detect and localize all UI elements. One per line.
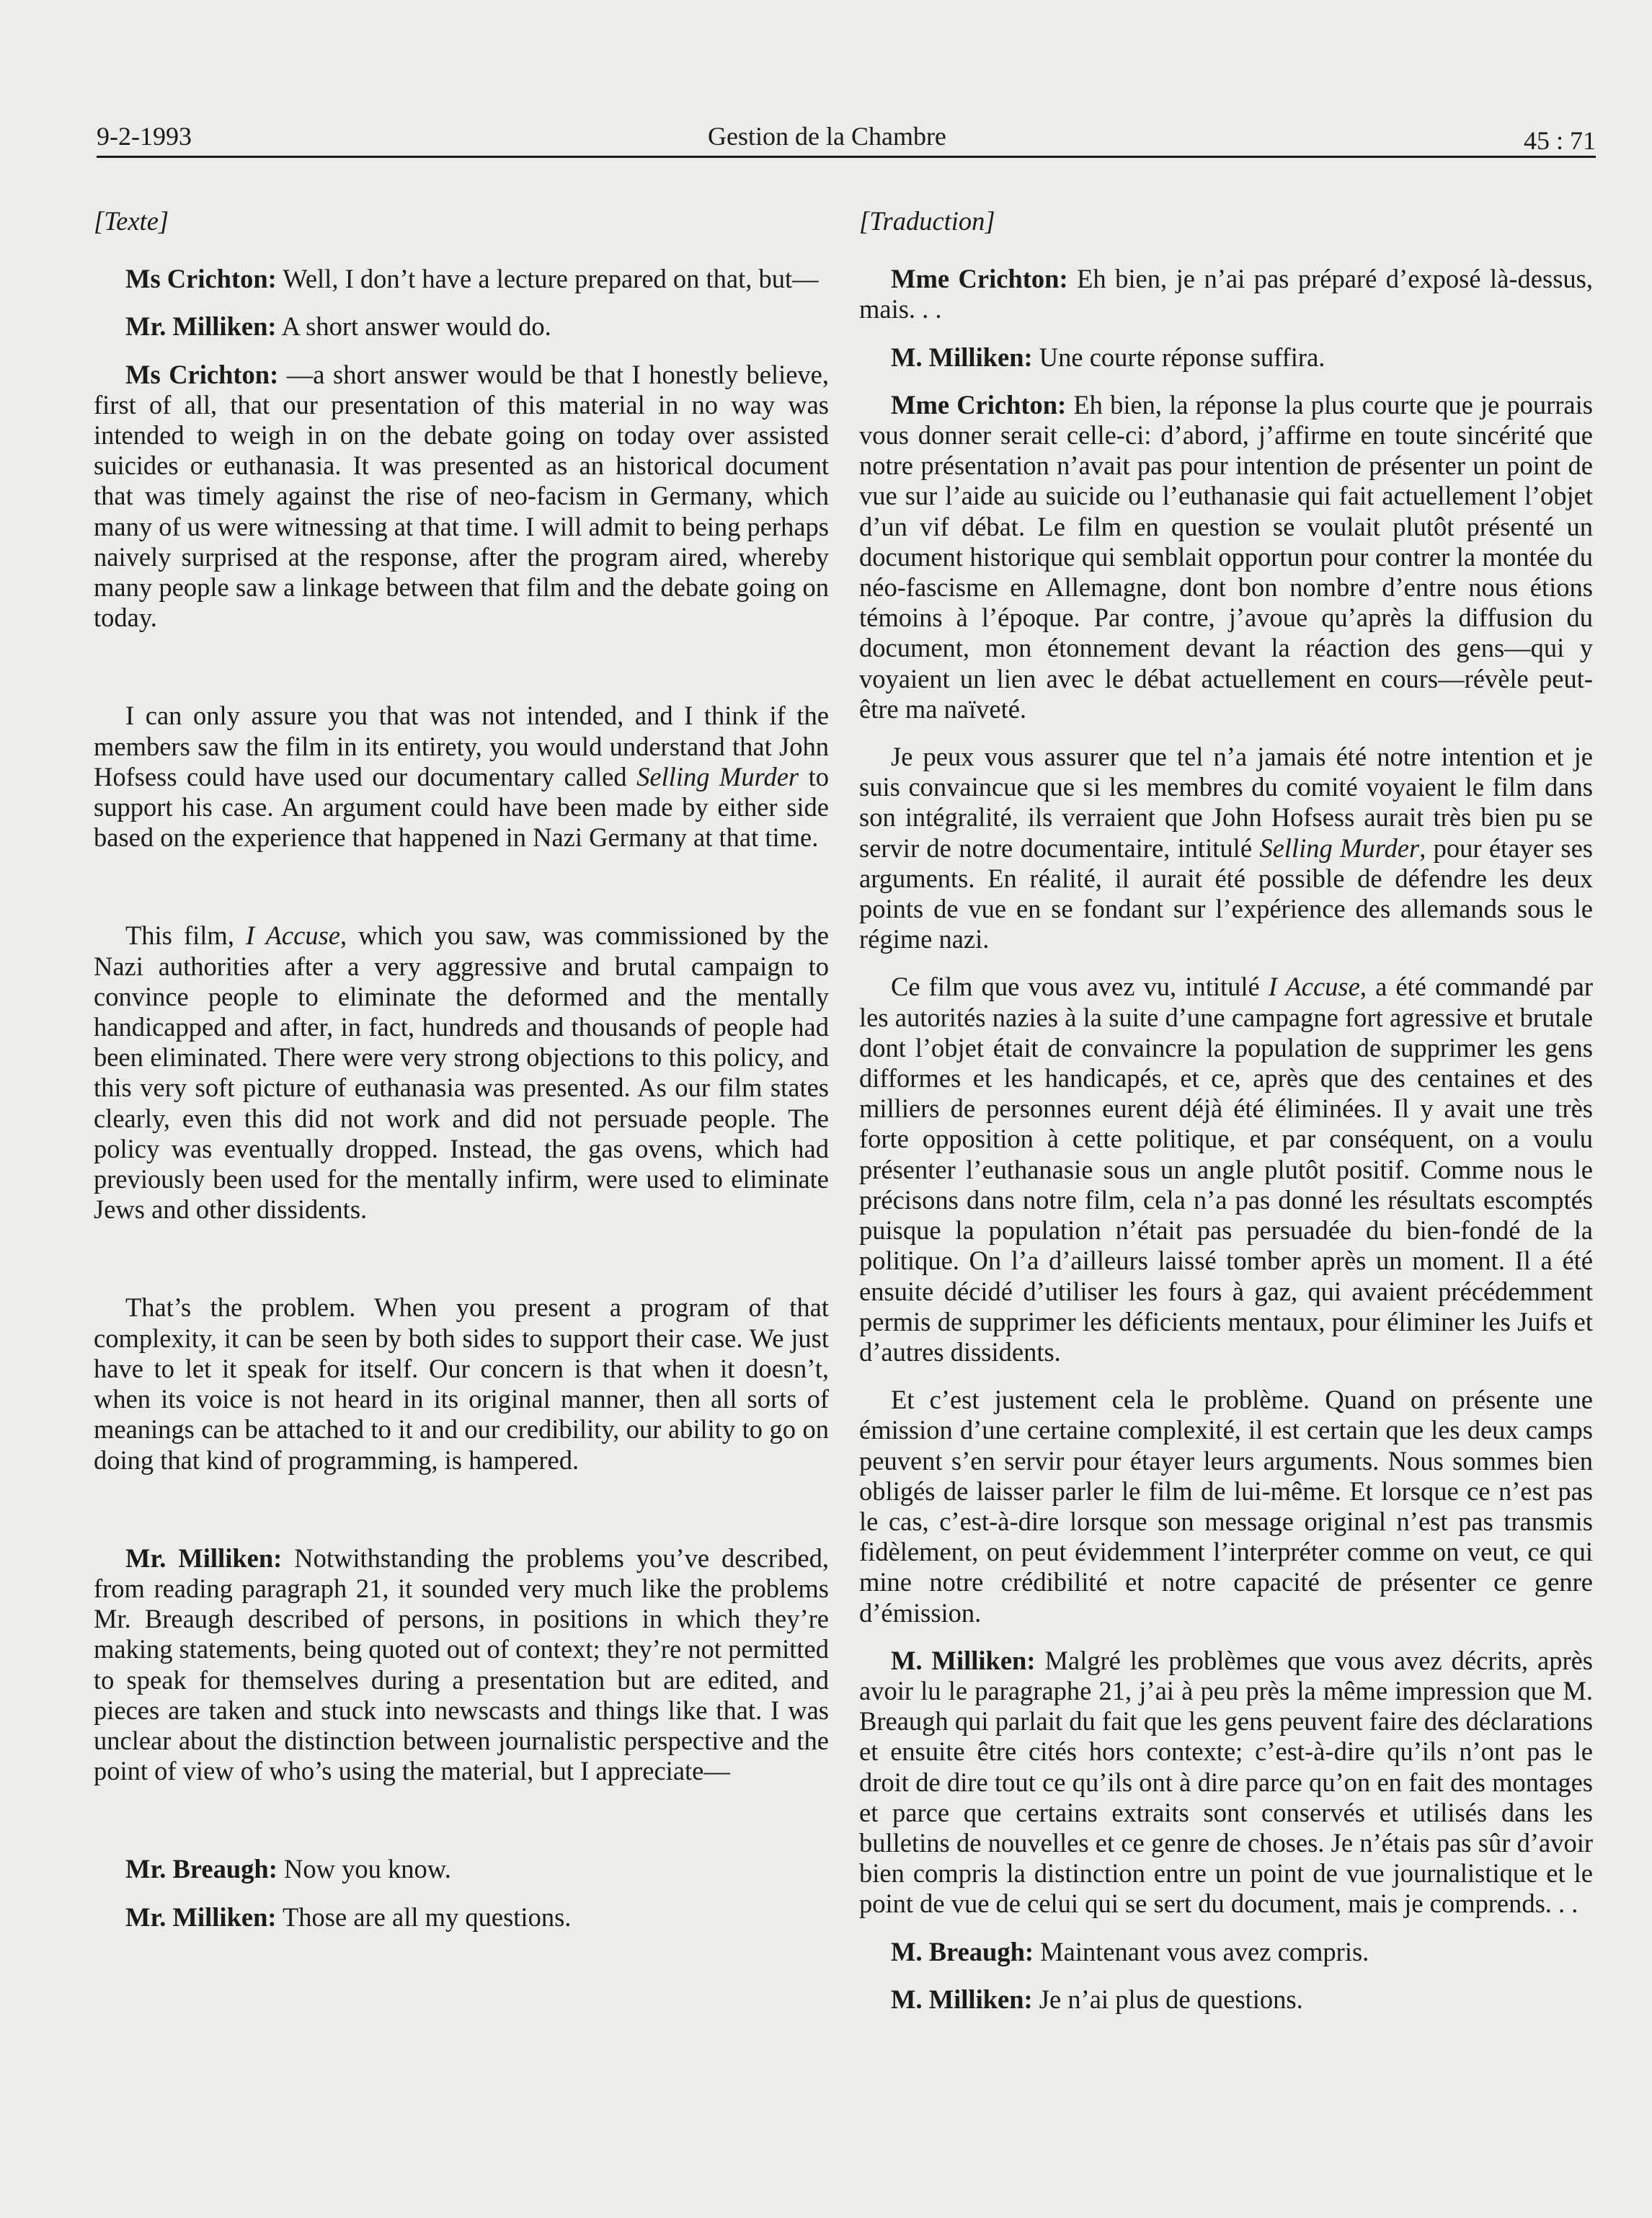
paragraph-text: Eh bien, la réponse la plus courte que je pourrais vous donner serait celle-ci: d’abord, j’affirme en toute sincérité que notre présentation n’avait pas pour intention de présenter un point de vue sur l’aide au suicide ou l’euthanasie qui fait actuellement l’objet d’un vif débat. Le film en question se voulait plutôt présenté un document historique qui semblait opportun pour contrer la montée du néo-fascisme en Allemagne, dont bon nombre d’entre nous étions témoins à l’époque. Par contre, j’avoue qu’après la diffusion du document, mon étonnement devant la réaction des gens—qui y voyaient un lien avec le débat actuellement en cours—révèle peut-être ma naïveté. (859, 389, 1593, 724)
paragraph-text: Maintenant vous avez compris. (1034, 1936, 1369, 1966)
paragraph-text: , which you saw, was commissioned by the Nazi authorities after a very aggressive and brutal campaign to convince people to eliminate the deformed and the mentally handicapped and after, in fact, hundreds and thousands of people had been eliminated. There were very strong objections to this policy, and this very soft picture of euthanasia was presented. As our film states clearly, even this did not work and did not persuade people. The policy was eventually dropped. Instead, the gas ovens, which had previously been used for the mentally infirm, were used to eliminate Jews and other dissidents. (94, 921, 830, 1225)
speaker-name: Ms Crichton: (125, 359, 279, 389)
english-column (94, 206, 829, 1933)
film-title: I Accuse (1268, 972, 1360, 1002)
speaker-name: Mme Crichton: (891, 264, 1068, 294)
paragraph-text: Eh bien, je n’ai pas préparé d’exposé là-dessus, mais. . . (859, 264, 1593, 324)
paragraph (859, 972, 1593, 1367)
language-label: [Traduction] (859, 206, 995, 236)
paragraph-text: Well, I don’t have a lecture prepared on that, but— (276, 264, 819, 294)
paragraph-text: , pour étayer ses arguments. En réalité, il aurait été possible de défendre les deux points de vue en se fondant sur l’expérience des allemands sous le régime nazi. (859, 833, 1593, 954)
paragraph-text: , a été commandé par les autorités nazies à la suite d’une campagne fort agressive et brutale dont l’objet était de convaincre la population de supprimer les gens difformes et les handicapés, et ce, après que des centaines et des milliers de personnes eurent déjà été éliminées. Il y avait une très forte opposition à cette politique, et par conséquent, on a voulu présenter l’euthanasie sous un angle plutôt positif. Comme nous le précisons dans notre film, cela n’a pas donné les résultats escomptés puisque la population n’était pas persuadée du bien-fondé de la politique. On l’a d’ailleurs laissé tomber après un moment. Il a été ensuite décidé d’utiliser les fours à gaz, qui avaient précédemment permis de supprimer les déficients mentaux, pour éliminer les Juifs et d’autres dissidents. (859, 972, 1593, 1367)
paragraph-text: to support his case. An argument could have been made by either side based on the experience that happened in Nazi Germany at that time. (94, 761, 829, 853)
paragraph (859, 264, 1593, 324)
paragraph (94, 701, 829, 853)
speaker-name: Mr. Milliken: (125, 311, 277, 342)
paragraph-text: A short answer would do. (276, 311, 551, 342)
paragraph (94, 1902, 829, 1933)
speaker-name: M. Milliken: (891, 1984, 1033, 2014)
speaker-name: Ms Crichton: (125, 264, 277, 294)
speaker-name: M. Milliken: (891, 1645, 1036, 1675)
paragraph-text: —a short answer would be that I honestly believe, first of all, that our presentation of this material in no way was intended to weigh in on the debate going on today over assisted suicides or euthanasia. It was presented as an historical document that was timely against the rise of neo-facism in Germany, which many of us were witnessing at that time. I will admit to being perhaps naively surprised at the response, after the program aired, whereby many people saw a linkage between that film and the debate going on today. (94, 359, 829, 633)
paragraph (94, 1292, 829, 1475)
paragraph (94, 1543, 829, 1787)
paragraph (94, 360, 829, 634)
paragraph (859, 742, 1593, 954)
paragraph (859, 1646, 1593, 1920)
header-rule (97, 156, 1596, 158)
paragraph (94, 264, 829, 294)
paragraph-text: Et c’est justement cela le problème. Quand on présente une émission d’une certaine complexité, il est certain que les deux camps peuvent s’en servir pour étayer leurs arguments. Nous sommes bien obligés de laisser parler le film de lui-même. Et lorsque ce n’est pas le cas, c’est-à-dire lorsque son message original n’est pas transmis fidèlement, on peut évidemment l’interpréter comme on veut, ce qui mine notre crédibilité et notre capacité de présenter ce genre d’émission. (859, 1385, 1593, 1628)
language-label: [Texte] (94, 206, 169, 236)
paragraph-text: Now you know. (277, 1854, 451, 1884)
paragraph-text: That’s the problem. When you present a program of that complexity, it can be seen by both sides to support their case. We just have to let it speak for itself. Our concern is that when it doesn’t, when its voice is not heard in its original manner, then all sorts of meanings can be attached to it and our credibility, our ability to go on doing that kind of programming, is hampered. (94, 1292, 829, 1475)
speaker-name: M. Breaugh: (891, 1936, 1034, 1966)
paragraph-text: I can only assure you that was not intended, and I think if the members saw the film in its entirety, you would understand that John Hofsess could have used our documentary called (94, 701, 829, 791)
film-title: I Accuse (246, 921, 340, 951)
header-page-number: 45 : 71 (1523, 126, 1596, 155)
paragraph-text: Je peux vous assurer que tel n’a jamais été notre intention et je suis convaincue que si les membres du comité voyaient le film dans son intégralité, ils verraient que John Hofsess aurait très bien pu se servir de notre documentaire, intitulé (859, 742, 1593, 863)
header-date: 9-2-1993 (97, 122, 192, 151)
paragraph (859, 1984, 1593, 2015)
running-header (97, 121, 1596, 164)
paragraph-text: Those are all my questions. (276, 1902, 572, 1932)
paragraph-text: Notwithstanding the problems you’ve described, from reading paragraph 21, it sounded very much like the problems Mr. Breaugh described of persons, in positions in which they’re making statements, being quoted out of context; they’re not permitted to speak for themselves during a presentation but are edited, and pieces are taken and stuck into newscasts and things like that. I was unclear about the distinction between journalistic perspective and the point of view of who’s using the material, but I appreciate— (94, 1543, 829, 1786)
header-title: Gestion de la Chambre (708, 122, 946, 151)
french-column (859, 206, 1593, 2015)
speaker-name: Mr. Breaugh: (125, 1854, 277, 1884)
paragraph (859, 1937, 1593, 1967)
paragraph (94, 311, 829, 342)
paragraph-text: Ce film que vous avez vu, intitulé (891, 972, 1269, 1002)
film-title: Selling Murder (636, 761, 799, 791)
paragraph (94, 1854, 829, 1884)
paragraph-text: This film, (125, 921, 247, 951)
paragraph-text: Je n’ai plus de questions. (1032, 1984, 1303, 2014)
speaker-name: M. Milliken: (891, 342, 1033, 372)
speaker-name: Mme Crichton: (891, 389, 1067, 420)
speaker-name: Mr. Milliken: (125, 1543, 283, 1573)
paragraph (859, 342, 1593, 373)
speaker-name: Mr. Milliken: (125, 1902, 277, 1932)
film-title: Selling Murder (1259, 833, 1420, 863)
paragraph (859, 1385, 1593, 1628)
paragraph-text: Une courte réponse suffira. (1032, 342, 1325, 372)
paragraph-text: Malgré les problèmes que vous avez décrits, après avoir lu le paragraphe 21, j’ai à peu près la même impression que M. Breaugh qui parlait du fait que les gens peuvent faire des déclarations et ensuite être cités hors contexte; c’est-à-dire qu’ils n’ont pas le droit de dire tout ce qu’ils ont à dire parce qu’on en fait des montages et parce que certains extraits sont conservés et utilisés dans les bulletins de nouvelles et ce genre de choses. Je n’étais pas sûr d’avoir bien compris la distinction entre un point de vue journalistique et le point de vue de celui qui se sert du document, mais je comprends. . . (859, 1645, 1594, 1919)
paragraph (94, 921, 829, 1225)
paragraph (859, 390, 1593, 724)
